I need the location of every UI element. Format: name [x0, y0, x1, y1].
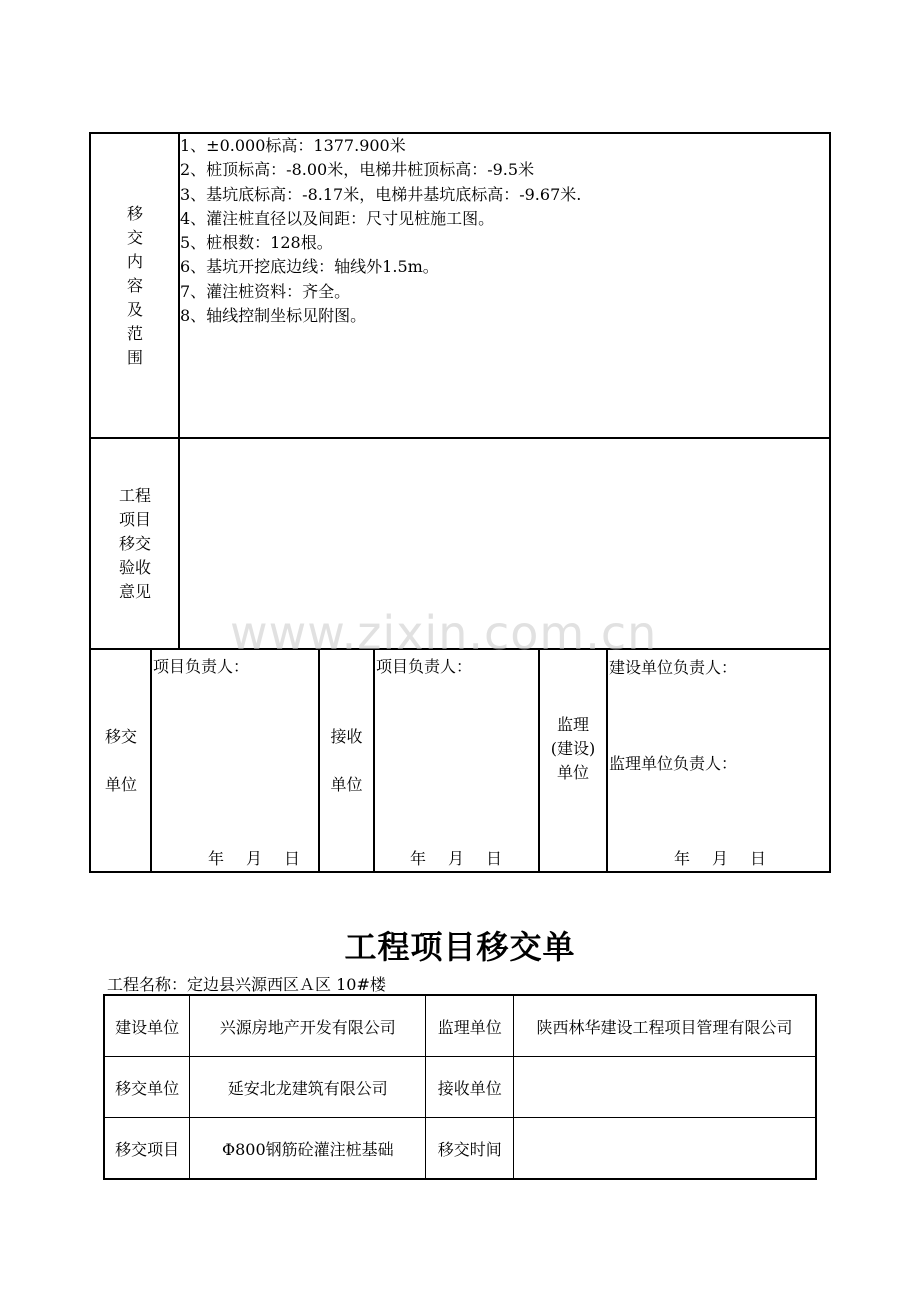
label-line: (建设) — [550, 739, 596, 758]
acceptance-opinion-label — [110, 484, 160, 604]
handover-form-table — [103, 994, 817, 1180]
project-name: 工程名称：定边县兴源西区Ａ区 10#楼 — [107, 975, 386, 994]
label-line: 移交 — [104, 727, 137, 746]
transfer-project-head: 项目负责人： — [153, 657, 250, 676]
label-line: 验收 — [118, 558, 151, 577]
receive-project-head: 项目负责人： — [376, 657, 473, 676]
scope-item: 4、灌注桩直径以及间距：尺寸见桩施工图。 — [180, 208, 495, 228]
supervision-date — [674, 846, 766, 869]
transfer-time-label: 移交时间 — [426, 1118, 514, 1180]
label-char: 及 — [126, 300, 143, 319]
receive-unit-label: 接收单位 — [426, 1057, 514, 1118]
label-char: 交 — [126, 228, 143, 247]
transfer-scope-items — [180, 134, 820, 328]
label-line: 接收 — [330, 727, 363, 746]
date-day: 日 — [284, 849, 301, 868]
transfer-time-value — [514, 1118, 816, 1180]
receive-unit-value — [514, 1057, 816, 1118]
construction-unit-value: 兴源房地产开发有限公司 — [190, 995, 426, 1057]
supervision-unit-label — [539, 713, 607, 785]
label-char: 范 — [126, 324, 143, 343]
date-month: 月 — [246, 849, 263, 868]
label-line: 意见 — [118, 582, 151, 601]
label-line: 单位 — [104, 775, 137, 794]
date-day: 日 — [750, 849, 767, 868]
scope-item: 8、轴线控制坐标见附图。 — [180, 306, 367, 326]
label-line: 项目 — [118, 510, 151, 529]
construction-unit-label: 建设单位 — [104, 995, 190, 1057]
watermark: www.zixin.com.cn — [230, 606, 658, 660]
construction-unit-head: 建设单位负责人： — [609, 658, 738, 677]
date-year: 年 — [674, 849, 691, 868]
label-line: 工程 — [118, 486, 151, 505]
form-title: 工程项目移交单 — [344, 928, 576, 966]
label-line: 监理 — [556, 715, 589, 734]
transfer-item-label: 移交项目 — [104, 1118, 190, 1180]
label-line: 单位 — [330, 775, 363, 794]
transfer-unit-label — [91, 713, 151, 809]
label-char: 围 — [126, 348, 143, 367]
date-day: 日 — [486, 849, 503, 868]
transfer-date — [208, 846, 300, 869]
receive-unit-label — [319, 713, 374, 809]
row-divider-1 — [89, 437, 831, 439]
table-row — [104, 1118, 816, 1180]
label-line: 单位 — [556, 763, 589, 782]
scope-item: 1、±0.000标高：1377.900米 — [180, 136, 406, 155]
label-char: 移 — [126, 204, 143, 223]
scope-item: 5、桩根数：128根。 — [180, 233, 333, 253]
supervision-unit-value: 陕西林华建设工程项目管理有限公司 — [514, 995, 816, 1057]
transfer-unit-label: 移交单位 — [104, 1057, 190, 1118]
date-year: 年 — [208, 849, 225, 868]
label-char: 内 — [126, 252, 143, 271]
table-row — [104, 1057, 816, 1118]
label-line: 移交 — [118, 534, 151, 553]
date-year: 年 — [410, 849, 427, 868]
label-char: 容 — [126, 276, 143, 295]
scope-item: 7、灌注桩资料：齐全。 — [180, 281, 351, 301]
supervision-unit-label: 监理单位 — [426, 995, 514, 1057]
scope-item: 6、基坑开挖底边线：轴线外1.5m。 — [180, 257, 439, 277]
table-row — [104, 995, 816, 1057]
date-month: 月 — [712, 849, 729, 868]
receive-date — [410, 846, 502, 869]
date-month: 月 — [448, 849, 465, 868]
transfer-unit-value: 延安北龙建筑有限公司 — [190, 1057, 426, 1118]
scope-item: 3、基坑底标高：-8.17米，电梯井基坑底标高：-9.67米. — [180, 184, 582, 204]
scope-item: 2、桩顶标高：-8.00米，电梯井桩顶标高：-9.5米 — [180, 160, 535, 180]
transfer-scope-label — [120, 202, 150, 370]
supervision-unit-head: 监理单位负责人： — [609, 754, 738, 773]
transfer-item-value: Φ800钢筋砼灌注桩基础 — [190, 1118, 426, 1180]
